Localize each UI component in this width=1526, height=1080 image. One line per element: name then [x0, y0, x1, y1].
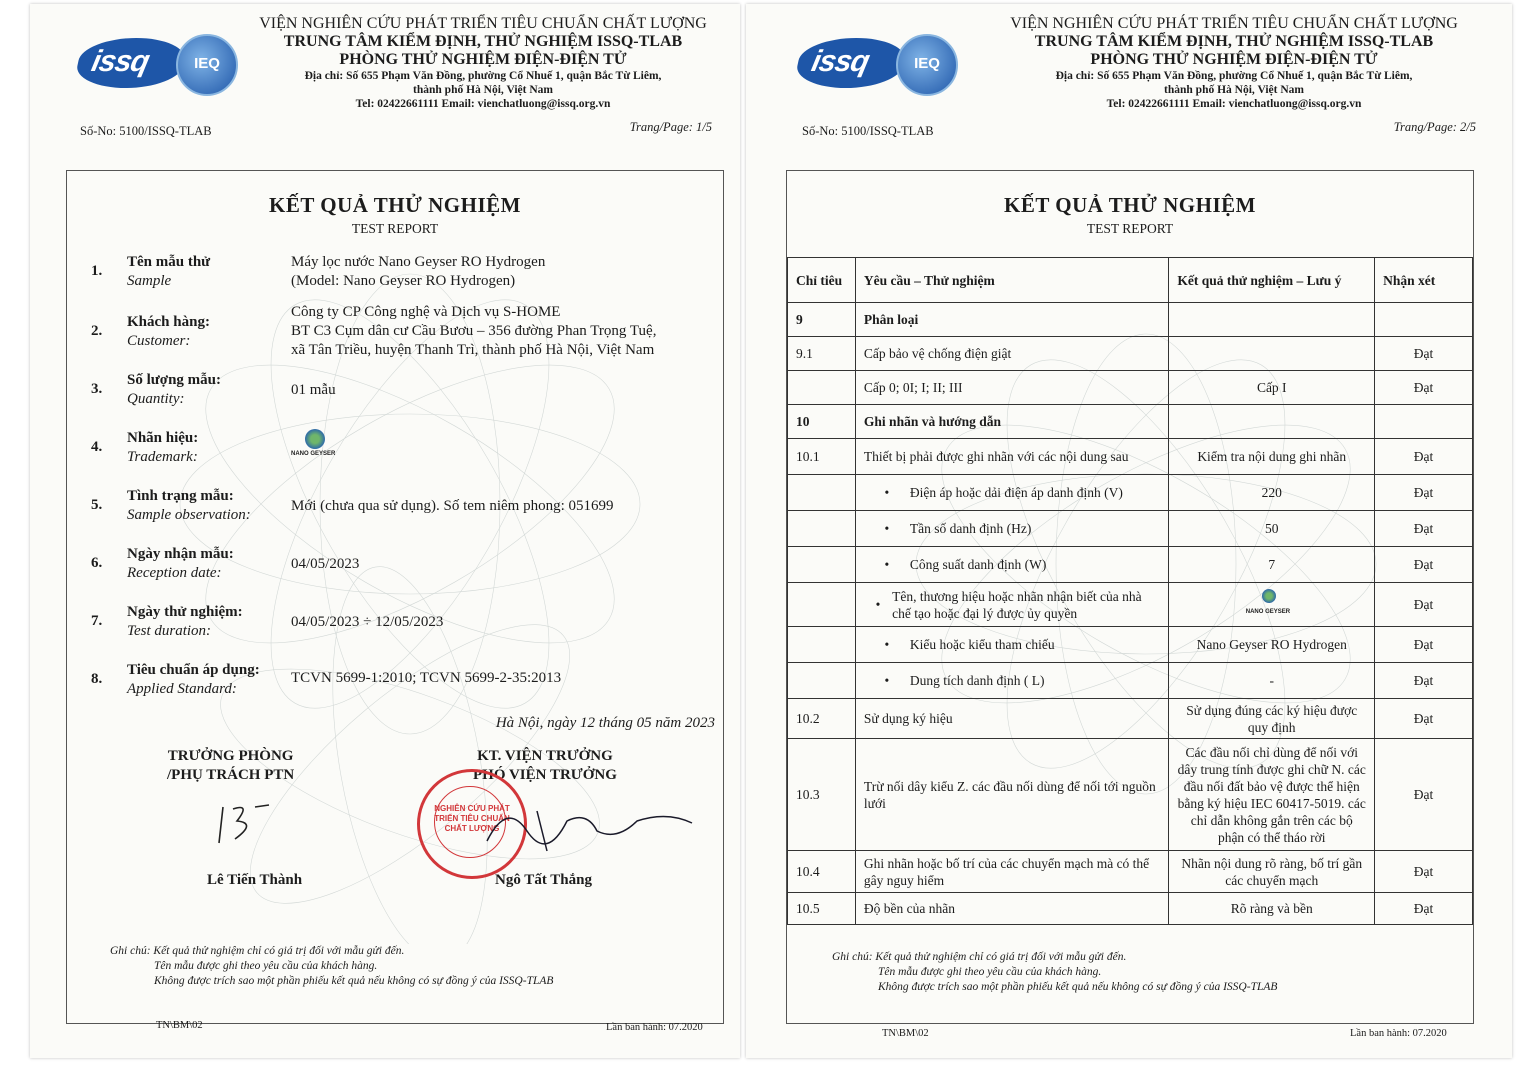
- table-row: 10.3 Trừ nối dây kiểu Z. các đầu nối dùng để nối tới nguồn lưới Các đầu nối chỉ dùng để nối với dây trung tính được ghi chữ N. các đầu nối đất bảo vệ được thể hiện bằng ký hiệu IEC 60417-5019. các chỉ dẫn không gắn trên các bộ phận có thể tháo rời Đạt: [788, 739, 1473, 851]
- signature-left-name: Lê Tiến Thành: [207, 872, 303, 888]
- customer-name: Công ty CP Công nghệ và Dịch vụ S-HOME: [291, 304, 561, 320]
- report-number: Số-No: 5100/ISSQ-TLAB: [802, 124, 934, 138]
- nano-geyser-logo-icon: [305, 429, 325, 449]
- signature-right: [477, 791, 697, 861]
- footnote-line-3: Không được trích sao một phần phiếu kết quả nếu không có sự đồng ý của ISSQ-TLAB: [154, 975, 554, 987]
- col-criteria: Chỉ tiêu: [788, 258, 856, 303]
- report-page-2: [746, 4, 1512, 1058]
- institute-header: [248, 14, 718, 111]
- issue-date: Lần ban hành: 07.2020: [606, 1022, 703, 1033]
- issq-logo: issq IEQ: [798, 34, 998, 92]
- table-row: • Tần số danh định (Hz) 50 Đạt: [788, 511, 1473, 547]
- center-name: TRUNG TÂM KIỂM ĐỊNH, THỬ NGHIỆM ISSQ-TLAB: [283, 33, 683, 50]
- bullet-icon: •: [884, 485, 890, 500]
- sample-model: (Model: Nano Geyser RO Hydrogen): [291, 273, 516, 289]
- col-requirement: Yêu cầu – Thử nghiệm: [855, 258, 1168, 303]
- signing-date: Hà Nội, ngày 12 tháng 05 năm 2023: [495, 715, 715, 731]
- report-frame: KẾT QUẢ THỬ NGHIỆM TEST REPORT 1. Tên mẫu thử Sample Máy lọc nước Nano Geyser RO Hydrogen (Model: Nano Geyser RO Hydrogen) 2. Khách hàng: Customer: Công ty CP Công nghệ và Dịch vụ S-HOME BT C3 Cụm dân cư Cầu Bươu – 356 đường Phan Trọng Tuệ, xã Tân Triều, huyện Thanh Trì, thành phố Hà Nội, Việt Nam 3. Số lượng mẫu: Quantity: 01 mẫu 4. Nhãn hiệu: Trademark: NANO GEYSER 5. Tình trạng mẫu: Sample observation: Mới (chưa qua sử dụng). Số tem niêm phong: 051699 6. Ngày nhận mẫu: Reception date: 04/05/2023 7. Ngày thử nghiệm: Test duration: 04/05/2023 ÷ 12/05/2023 8. Tiêu chuẩn áp dụng: Applied Standard: TCVN 5699-1:2010; TCVN 5699-2-35:2013 Hà Nội, ngày 12 tháng 05 năm 2023 TRƯỞNG PHÒNG /PHỤ TRÁCH PTN Lê Tiến Thành KT. VIỆN TRƯỞNG PHÓ VIỆN TRƯỞNG NGHIÊN CỨU PHÁT TRIỂN TIÊU CHUẨN CHẤT LƯỢNG Ngô Tất Thắng: [66, 170, 724, 1024]
- signature-left: [211, 799, 281, 849]
- table-row: • Tên, thương hiệu hoặc nhãn nhận biết của nhà chế tạo hoặc đại lý được ủy quyền NANO GEYSER Đạt: [788, 583, 1473, 627]
- report-page-1: [30, 4, 740, 1058]
- table-row: 10.4 Ghi nhãn hoặc bố trí của các chuyển mạch mà có thể gây nguy hiểm Nhãn nội dung rõ ràng, bố trí gần các chuyển mạch Đạt: [788, 851, 1473, 893]
- bullet-icon: •: [884, 637, 890, 652]
- issue-date: Lần ban hành: 07.2020: [1350, 1028, 1447, 1039]
- report-subtitle: TEST REPORT: [1086, 221, 1174, 236]
- table-row: Cấp 0; 0I; I; II; III Cấp I Đạt: [788, 371, 1473, 405]
- report-number: Số-No: 5100/ISSQ-TLAB: [80, 124, 212, 138]
- report-subtitle: TEST REPORT: [351, 221, 439, 236]
- footnote-line-1: Ghi chú: Kết quả thử nghiệm chỉ có giá trị đối với mẫu gửi đến.: [110, 945, 405, 957]
- institute-header: VIỆN NGHIÊN CỨU PHÁT TRIỂN TIÊU CHUẨN CHẤT LƯỢNG TRUNG TÂM KIỂM ĐỊNH, THỬ NGHIỆM ISSQ-TLAB PHÒNG THỬ NGHIỆM ĐIỆN-ĐIỆN TỬ Địa chỉ: Số 655 Phạm Văn Đồng, phường Cổ Nhuế 1, quận Bắc Từ Liêm, thành phố Hà Nội, Việt Nam Tel: 02422661111 Email: vienchatluong@issq.org.vn: [1010, 15, 1458, 110]
- footnote-line-2: Tên mẫu được ghi theo yêu cầu của khách hàng.: [878, 966, 1102, 978]
- bullet-icon: •: [884, 521, 890, 536]
- contact-line: Tel: 02422661111 Email: vienchatluong@issq.org.vn: [355, 98, 611, 110]
- globe-icon: IEQ: [176, 34, 238, 96]
- address-line-2: thành phố Hà Nội, Việt Nam: [413, 84, 553, 96]
- table-row: 9.1 Cấp bảo vệ chống điện giật Đạt: [788, 337, 1473, 371]
- form-code: TN\BM\02: [156, 1020, 203, 1031]
- trademark-logo: NANO GEYSER: [291, 429, 351, 469]
- report-title: KẾT QUẢ THỬ NGHIỆM: [269, 193, 521, 217]
- signature-left-title: TRƯỞNG PHÒNG /PHỤ TRÁCH PTN: [167, 748, 295, 783]
- bullet-icon: •: [884, 557, 890, 572]
- form-code: TN\BM\02: [882, 1028, 929, 1039]
- table-row: 10 Ghi nhãn và hướng dẫn: [788, 405, 1473, 439]
- globe-icon: IEQ: [896, 34, 958, 96]
- nano-geyser-logo: NANO GEYSER: [1242, 589, 1302, 617]
- signature-right-title: KT. VIỆN TRƯỞNG PHÓ VIỆN TRƯỞNG: [473, 748, 617, 783]
- results-table: [787, 257, 1473, 925]
- col-remark: Nhận xét: [1375, 258, 1473, 303]
- nano-geyser-logo-icon: [1262, 589, 1276, 603]
- official-stamp: NGHIÊN CỨU PHÁT TRIỂN TIÊU CHUẨN CHẤT LƯỢNG: [417, 769, 527, 879]
- customer-address-2: xã Tân Triều, huyện Thanh Trì, thành phố Hà Nội, Việt Nam: [291, 342, 655, 358]
- table-row: • Kiểu hoặc kiểu tham chiếu Nano Geyser RO Hydrogen Đạt: [788, 627, 1473, 663]
- table-row: • Điện áp hoặc dải điện áp danh định (V) 220 Đạt: [788, 475, 1473, 511]
- footnote-line-1: Ghi chú: Kết quả thử nghiệm chỉ có giá trị đối với mẫu gửi đến.: [832, 951, 1127, 963]
- table-row: 10.2 Sử dụng ký hiệu Sử dụng đúng các ký hiệu được quy định Đạt: [788, 699, 1473, 739]
- table-header-row: [788, 258, 1473, 303]
- address-line-1: Địa chỉ: Số 655 Phạm Văn Đồng, phường Cổ Nhuế 1, quận Bắc Từ Liêm,: [304, 70, 662, 82]
- footnote-line-3: Không được trích sao một phần phiếu kết quả nếu không có sự đồng ý của ISSQ-TLAB: [878, 981, 1278, 993]
- sample-name: Máy lọc nước Nano Geyser RO Hydrogen: [291, 254, 546, 270]
- col-result: Kết quả thử nghiệm – Lưu ý: [1169, 258, 1375, 303]
- signature-right-name: Ngô Tất Thắng: [495, 872, 592, 888]
- report-title: KẾT QUẢ THỬ NGHIỆM: [1004, 193, 1256, 217]
- bullet-icon: •: [875, 597, 881, 612]
- report-frame: [786, 170, 1474, 1024]
- page-number: Trang/Page: 2/5: [1393, 120, 1476, 134]
- table-row: 10.5 Độ bền của nhãn Rõ ràng và bền Đạt: [788, 893, 1473, 925]
- table-row: • Công suất danh định (W) 7 Đạt: [788, 547, 1473, 583]
- customer-address-1: BT C3 Cụm dân cư Cầu Bươu – 356 đường Phan Trọng Tuệ,: [291, 323, 657, 339]
- lab-name: PHÒNG THỬ NGHIỆM ĐIỆN-ĐIỆN TỬ: [339, 51, 627, 68]
- table-row: 10.1 Thiết bị phải được ghi nhãn với các nội dung sau Kiểm tra nội dung ghi nhãn Đạt: [788, 439, 1473, 475]
- page-number: Trang/Page: 1/5: [629, 120, 712, 134]
- table-row: • Dung tích danh định ( L) - Đạt: [788, 663, 1473, 699]
- footnote-line-2: Tên mẫu được ghi theo yêu cầu của khách hàng.: [154, 960, 378, 972]
- issq-logo: issq IEQ: [78, 34, 278, 92]
- bullet-icon: •: [884, 673, 890, 688]
- institute-name: VIỆN NGHIÊN CỨU PHÁT TRIỂN TIÊU CHUẨN CHẤT LƯỢNG: [259, 15, 707, 32]
- table-row: 9 Phân loại: [788, 303, 1473, 337]
